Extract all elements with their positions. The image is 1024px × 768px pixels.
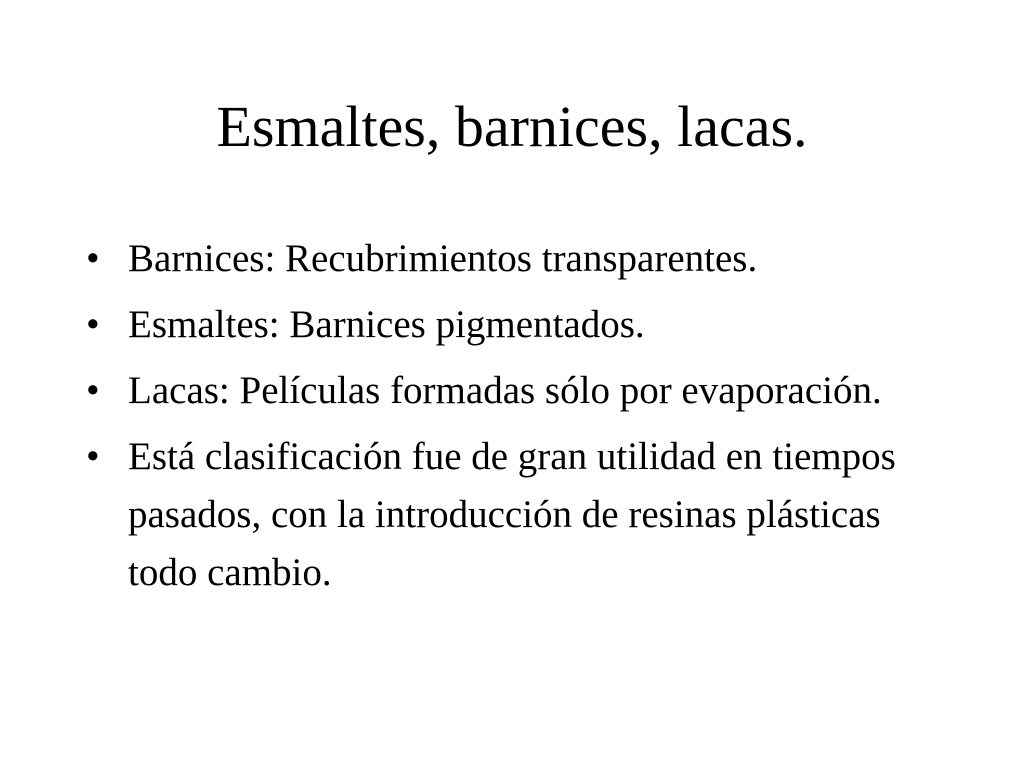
- bullet-dot-icon: •: [86, 435, 100, 478]
- bullet-item-barnices: [86, 230, 936, 288]
- bullet-dot-icon: •: [86, 369, 100, 412]
- bullet-dot-icon: •: [86, 303, 100, 346]
- bullet-text: Esmaltes: Barnices pigmentados.: [128, 303, 645, 346]
- bullet-list: [86, 230, 936, 610]
- bullet-item-esmaltes: [86, 296, 936, 354]
- slide-title: Esmaltes, barnices, lacas.: [216, 94, 808, 159]
- bullet-dot-icon: •: [86, 237, 100, 280]
- bullet-item-lacas: [86, 362, 936, 420]
- bullet-text: Está clasificación fue de gran utilidad en tiempos pasados, con la introducción de resinas plásticas todo cambio.: [128, 435, 896, 594]
- bullet-text: Lacas: Películas formadas sólo por evaporación.: [128, 369, 882, 412]
- bullet-text: Barnices: Recubrimientos transparentes.: [128, 237, 758, 280]
- bullet-item-clasificacion: [86, 428, 936, 602]
